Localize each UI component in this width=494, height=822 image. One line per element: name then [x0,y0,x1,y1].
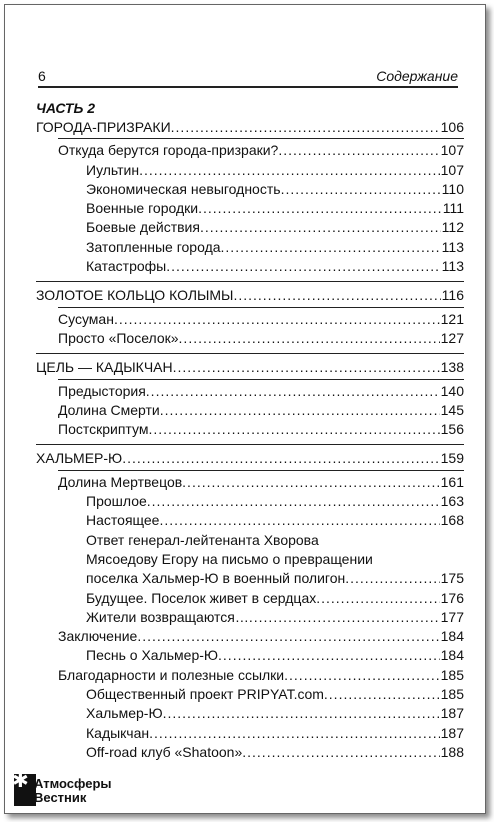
toc-entry-title: ХАЛЬМЕР-Ю [36,450,123,467]
toc-entry-page: 176 [440,589,464,606]
toc-entry-page: 184 [440,628,464,645]
toc-entry-title: Постскриптум [58,421,149,438]
dot-leader [149,724,440,743]
dot-leader [373,550,463,569]
dot-leader [233,286,440,305]
toc-entry-page: 106 [440,119,464,135]
dot-leader [139,161,440,180]
toc-entry[interactable] [36,161,464,180]
toc-entry[interactable] [36,666,464,685]
toc-entry[interactable] [36,685,464,704]
toc-entry[interactable] [36,310,464,329]
toc-entry-page: 116 [441,287,464,304]
toc-entry-page: 168 [440,512,464,529]
section-divider [36,353,464,354]
toc-entry[interactable] [36,608,464,627]
toc-entry-page: 127 [440,329,464,346]
dot-leader [148,420,439,439]
chapter-underline [58,307,464,308]
toc-entry-page: 113 [441,258,464,275]
toc-entry-title: ГОРОДА-ПРИЗРАКИ [36,119,171,135]
toc-entry-page [463,550,464,569]
toc-entry-title: Настоящее [86,512,160,529]
toc-entry[interactable] [36,199,464,218]
toc-chapter[interactable] [36,358,464,377]
toc-chapter[interactable] [36,118,464,137]
toc-entry[interactable] [36,238,464,257]
toc-entry-page: 112 [441,219,464,236]
toc-entry-title: Общественный проект PRIPYAT.com [86,686,324,703]
toc-entry-page: 111 [442,200,464,217]
toc-entry[interactable] [36,743,464,762]
dot-leader [278,141,439,160]
toc-entry-title: ЦЕЛЬ — КАДЫКЧАН [36,359,173,376]
toc-entry-title: Песнь о Хальмер-Ю [86,647,219,664]
chapter-underline [58,470,464,471]
toc-entry-page: 188 [440,743,464,760]
dot-leader [173,358,440,377]
section-divider [36,444,464,445]
toc-entry[interactable] [36,724,464,743]
toc-entry-title: Просто «Поселок» [58,329,179,346]
dot-leader [221,238,441,257]
toc-entry-title: Будущее. Поселок живет в сердцах [86,589,317,606]
toc-entry-title: ЗОЛОТОЕ КОЛЬЦО КОЛЫМЫ [36,287,234,304]
toc-entry-title: Экономическая невыгодность [86,180,281,197]
toc-entry[interactable] [36,141,464,160]
toc-entry-page: 138 [440,359,464,376]
dot-leader [163,704,440,723]
toc-entry-page: 187 [440,724,464,741]
toc-entry-page: 156 [440,421,464,438]
toc-entry-page: 187 [440,705,464,722]
logo-line2: Вестник [34,790,87,805]
toc-entry-page: 161 [440,473,464,490]
toc-entry-title: Жители возвращаются… [86,608,249,625]
toc-entry-page: 177 [440,608,464,625]
toc-entry[interactable] [36,531,464,550]
dot-leader [137,627,439,646]
dot-leader [159,511,439,530]
toc-entry-page: 110 [441,180,464,197]
dot-leader [200,218,441,237]
dot-leader [316,589,439,608]
toc-entry[interactable] [36,329,464,348]
toc-entry-page: 121 [440,310,464,327]
toc-entry[interactable] [36,646,464,665]
toc-entry-page: 175 [440,570,464,587]
toc-entry-title: Откуда берутся города-призраки? [58,142,279,159]
toc-entry-title: Затопленные города [86,238,221,255]
table-of-contents [36,118,464,762]
star-icon: ✱ [12,770,29,792]
toc-entry-title: Прошлое [86,493,147,510]
toc-entry[interactable] [36,382,464,401]
dot-leader [146,382,440,401]
dot-leader [147,492,440,511]
toc-entry-title: Ответ генерал-лейтенанта Хворова [86,531,319,548]
dot-leader [249,608,440,627]
toc-entry-title: Военные городки [86,200,199,217]
part-title: ЧАСТЬ 2 [36,100,96,116]
toc-entry-title: Долина Смерти [58,401,160,418]
dot-leader [160,401,440,420]
toc-entry-title: Иультин [86,161,140,178]
toc-entry[interactable] [36,218,464,237]
dot-leader [179,329,440,348]
toc-entry-title: Кадыкчан [86,724,150,741]
toc-entry-page: 140 [440,382,464,399]
toc-entry-title: Благодарности и полезные ссылки [58,666,285,683]
toc-entry[interactable] [36,473,464,492]
toc-entry[interactable] [36,589,464,608]
publisher-logo [14,768,124,808]
toc-entry-page: 159 [440,450,464,467]
toc-entry-title: поселка Хальмер-Ю в военный полигон [86,570,346,587]
toc-entry-page: 107 [440,142,464,159]
toc-entry-title: Off-road клуб «Shatoon» [86,743,243,760]
toc-entry[interactable] [36,627,464,646]
toc-entry-page [463,531,464,550]
dot-leader [324,685,440,704]
toc-entry[interactable] [36,401,464,420]
dot-leader [281,180,441,199]
page-header [38,66,458,88]
toc-entry[interactable] [36,569,464,588]
dot-leader [122,449,439,468]
toc-entry[interactable] [36,180,464,199]
toc-entry-title: Боевые действия [86,219,200,236]
dot-leader [218,646,440,665]
dot-leader [284,666,440,685]
dot-leader [198,199,442,218]
toc-entry[interactable] [36,420,464,439]
toc-entry[interactable] [36,492,464,511]
toc-entry-page: 145 [440,401,464,418]
section-divider [36,281,464,282]
logo-line1: Атмосферы [34,776,112,791]
toc-entry-title: Катастрофы [86,258,167,275]
toc-entry-page: 185 [440,686,464,703]
toc-entry[interactable] [36,550,464,569]
toc-entry-title: Долина Мертвецов [58,473,183,490]
toc-entry-page: 184 [440,647,464,664]
toc-chapter[interactable] [36,286,464,305]
toc-entry-page: 185 [440,666,464,683]
toc-chapter[interactable] [36,449,464,468]
toc-entry-title: Предыстория [58,382,146,399]
toc-entry-page: 113 [441,238,464,255]
toc-entry-page: 163 [440,493,464,510]
page-number: 6 [38,68,46,84]
dot-leader [242,743,439,762]
dot-leader [166,257,440,276]
chapter-underline [58,138,464,139]
toc-entry[interactable] [36,704,464,723]
toc-entry-title: Мясоедову Егору на письмо о превращении [86,550,373,567]
toc-entry[interactable] [36,257,464,276]
dot-leader [114,310,440,329]
dot-leader [171,118,440,137]
chapter-underline [58,379,464,380]
toc-entry-title: Сусуман [58,310,114,327]
toc-entry-title: Хальмер-Ю [86,705,163,722]
dot-leader [345,569,439,588]
running-title: Содержание [376,68,458,84]
dot-leader [319,531,463,550]
dot-leader [182,473,439,492]
toc-entry[interactable] [36,511,464,530]
toc-entry-page: 107 [440,161,464,178]
toc-entry-title: Заключение [58,628,138,645]
